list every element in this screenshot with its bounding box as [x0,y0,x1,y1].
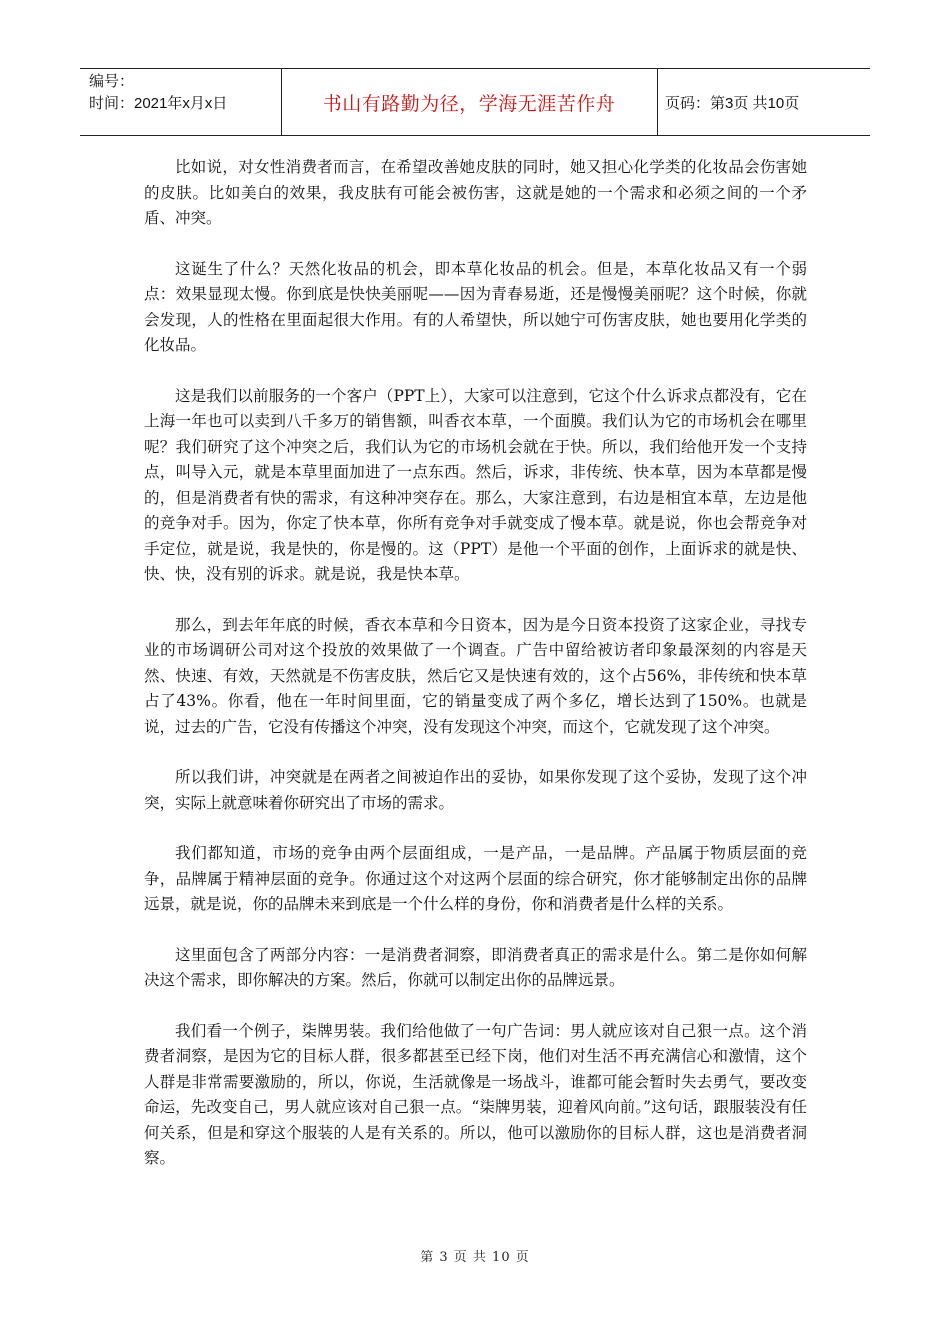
page-footer: 第 3 页 共 10 页 [420,1250,530,1265]
paragraph: 所以我们讲，冲突就是在两者之间被迫作出的妥协，如果你发现了这个妥协，发现了这个冲突，实际上就意味着你研究出了市场的需求。 [144,768,807,812]
paragraph: 我们看一个例子，柒牌男装。我们给他做了一句广告词：男人就应该对自己狠一点。这个消费者洞察，是因为它的目标人群，很多都甚至已经下岗，他们对生活不再充满信心和激情，这个人群是非常需要激励的，所以，你说，生活就像是一场战斗，谁都可能会暂时失去勇气，要改变命运，先改变自己，男人就应该对自己狠一点。“柒牌男装，迎着风向前。”这句话，跟服装没有任何关系，但是和穿这个服装的人是有关系的。所以，他可以激励你的目标人群，这也是消费者洞察。 [144,1021,807,1167]
document-body [144,155,807,1197]
paragraph: 比如说，对女性消费者而言，在希望改善她皮肤的同时，她又担心化学类的化妆品会伤害她的皮肤。比如美白的效果，我皮肤有可能会被伤害，这就是她的一个需求和必须之间的一个矛盾、冲突。 [144,158,807,227]
header-motto: 书山有路勤为径，学海无涯苦作舟 [322,92,616,115]
paragraph: 我们都知道，市场的竞争由两个层面组成，一是产品，一是品牌。产品属于物质层面的竞争，品牌属于精神层面的竞争。你通过这个对这两个层面的综合研究，你才能够制定出你的品牌远景，就是说，你的品牌未来到底是一个什么样的身份，你和消费者是什么样的关系。 [144,844,807,913]
header-divider-right [657,69,658,135]
page-header [80,68,870,136]
header-code-label: 编号： [89,73,135,90]
header-date-label: 时间：2021年x月x日 [89,95,228,112]
paragraph: 那么，到去年年底的时候，香衣本草和今日资本，因为是今日资本投资了这家企业，寻找专业的市场调研公司对这个投放的效果做了一个调查。广告中留给被访者印象最深刻的内容是天然、快速、有效，天然就是不伤害皮肤，然后它又是快速有效的，这个占56%，非传统和快本草占了43%。你看，他在一年时间里面，它的销量变成了两个多亿，增长达到了150%。也就是说，过去的广告，它没有传播这个冲突，没有发现这个冲突，而这个，它就发现了这个冲突。 [144,615,807,736]
paragraph: 这里面包含了两部分内容：一是消费者洞察，即消费者真正的需求是什么。第二是你如何解决这个需求，即你解决的方案。然后，你就可以制定出你的品牌远景。 [144,945,807,989]
header-page-info: 页码：第3页 共10页 [665,94,800,112]
header-meta [89,71,227,115]
paragraph: 这诞生了什么？天然化妆品的机会，即本草化妆品的机会。但是，本草化妆品又有一个弱点：效果显现太慢。你到底是快快美丽呢——因为青春易逝，还是慢慢美丽呢？这个时候，你就会发现，人的性格在里面起很大作用。有的人希望快，所以她宁可伤害皮肤，她也要用化学类的化妆品。 [144,259,807,354]
paragraph: 这是我们以前服务的一个客户（PPT上），大家可以注意到，它这个什么诉求点都没有，它在上海一年也可以卖到八千多万的销售额，叫香衣本草，一个面膜。我们认为它的市场机会在哪里呢？我们研究了这个冲突之后，我们认为它的市场机会就在于快。所以，我们给他开发一个支持点，叫导入元，就是本草里面加进了一点东西。然后，诉求，非传统、快本草，因为本草都是慢的，但是消费者有快的需求，有这种冲突存在。那么，大家注意到，右边是相宜本草，左边是他的竞争对手。因为，你定了快本草，你所有竞争对手就变成了慢本草。就是说，你也会帮竞争对手定位，就是说，我是快的，你是慢的。这（PPT）是他一个平面的创作，上面诉求的就是快、快、快，没有别的诉求。就是说，我是快本草。 [144,386,807,583]
